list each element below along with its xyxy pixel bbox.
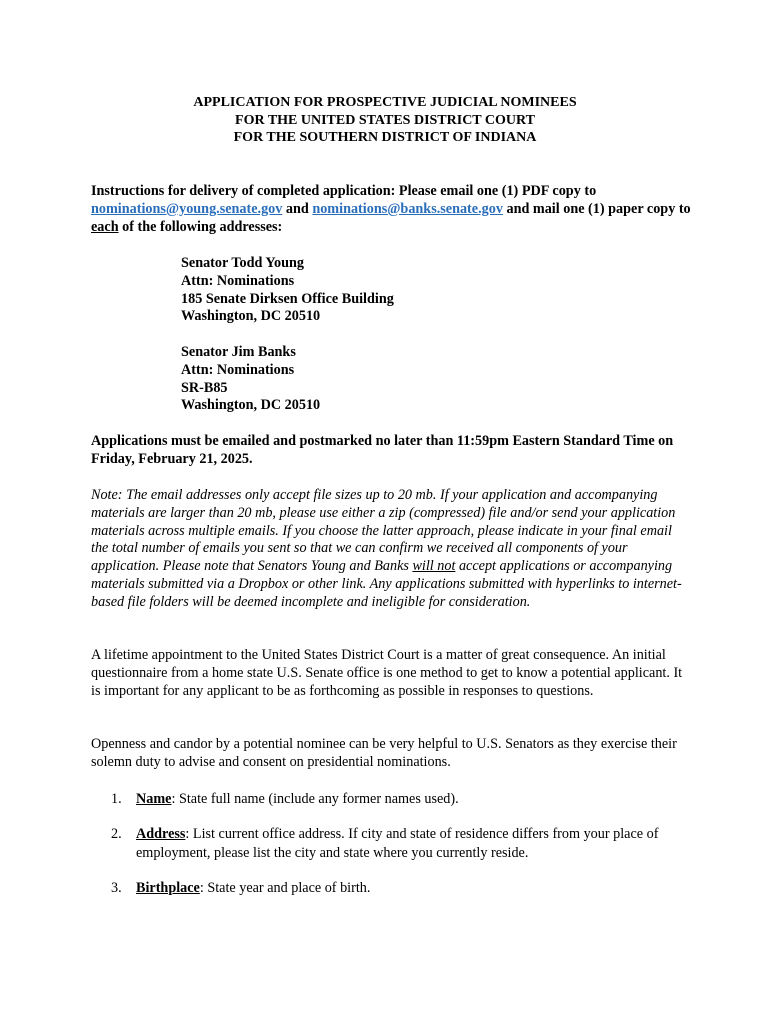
list-term: Name — [136, 791, 172, 807]
title-line-3: FOR THE SOUTHERN DISTRICT OF INDIANA — [233, 130, 537, 145]
list-term: Address — [136, 826, 186, 842]
instructions-each: each — [91, 218, 119, 235]
delivery-instructions — [91, 183, 691, 236]
note-will-not: will not — [412, 558, 456, 575]
address-name: Senator Jim Banks — [181, 344, 296, 360]
email-link-young[interactable]: nominations@young.senate.gov — [91, 200, 283, 217]
document-title — [0, 94, 770, 147]
address-city: Washington, DC 20510 — [181, 308, 321, 325]
list-term: Birthplace — [136, 880, 200, 896]
list-number: 2. — [111, 826, 122, 842]
list-body — [136, 879, 671, 898]
address-city: Washington, DC 20510 — [181, 397, 321, 414]
list-body — [136, 790, 671, 809]
address-name: Senator Todd Young — [181, 255, 305, 271]
note-part-2: accept applications or accompanying materials submitted via a Dropbox or other link. Any applications submitted with hyperlinks to internet-based file folders will be deemed incomplete and ineligible for consideration. — [91, 558, 682, 610]
address-attn: Attn: Nominations — [181, 272, 295, 289]
list-text: : State full name (include any former names used). — [171, 791, 459, 807]
deadline-notice: Applications must be emailed and postmarked no later than 11:59pm Eastern Standard Time on Friday, February 21, 2025. — [91, 433, 674, 467]
note-part-1: Note: The email addresses only accept file sizes up to 20 mb. If your application and accompanying materials are larger than 20 mb, please use either a zip (compressed) file and/or send your application materials across multiple emails. If you choose the latter approach, please indicate in your final email the total number of emails you sent so that we can confirm we received all components of your application. Please note that Senators Young and Banks — [91, 487, 676, 575]
instructions-lead: Instructions for delivery of completed application: Please email one (1) PDF copy to — [91, 183, 597, 199]
instructions-tail: of the following addresses: — [118, 218, 283, 235]
title-line-1: APPLICATION FOR PROSPECTIVE JUDICIAL NOMINEES — [193, 95, 577, 110]
list-number: 1. — [111, 791, 122, 807]
address-block-young — [181, 255, 581, 326]
list-body — [136, 825, 671, 863]
address-block-banks — [181, 344, 581, 415]
address-attn: Attn: Nominations — [181, 361, 295, 378]
email-link-banks[interactable]: nominations@banks.senate.gov — [312, 200, 503, 217]
instructions-and: and — [282, 200, 313, 217]
list-number: 3. — [111, 880, 122, 896]
file-size-note — [91, 487, 691, 612]
list-text: : State year and place of birth. — [199, 880, 371, 896]
address-street: 185 Senate Dirksen Office Building — [181, 290, 394, 307]
address-street: SR-B85 — [181, 379, 228, 396]
instructions-after-emails: and mail one (1) paper copy to — [502, 200, 691, 217]
list-text: : List current office address. If city and state of residence differs from your place of employment, please list the city and state where you currently reside. — [136, 826, 659, 861]
paragraph-openness: Openness and candor by a potential nominee can be very helpful to U.S. Senators as they exercise their solemn duty to advise and consent on presidential nominations. — [91, 736, 677, 770]
title-line-2: FOR THE UNITED STATES DISTRICT COURT — [235, 112, 535, 128]
paragraph-lifetime-appointment: A lifetime appointment to the United States District Court is a matter of great consequence. An initial questionnaire from a home state U.S. Senate office is one method to get to know a potential applicant. It is important for any applicant to be as forthcoming as possible in responses to questions. — [91, 647, 683, 699]
